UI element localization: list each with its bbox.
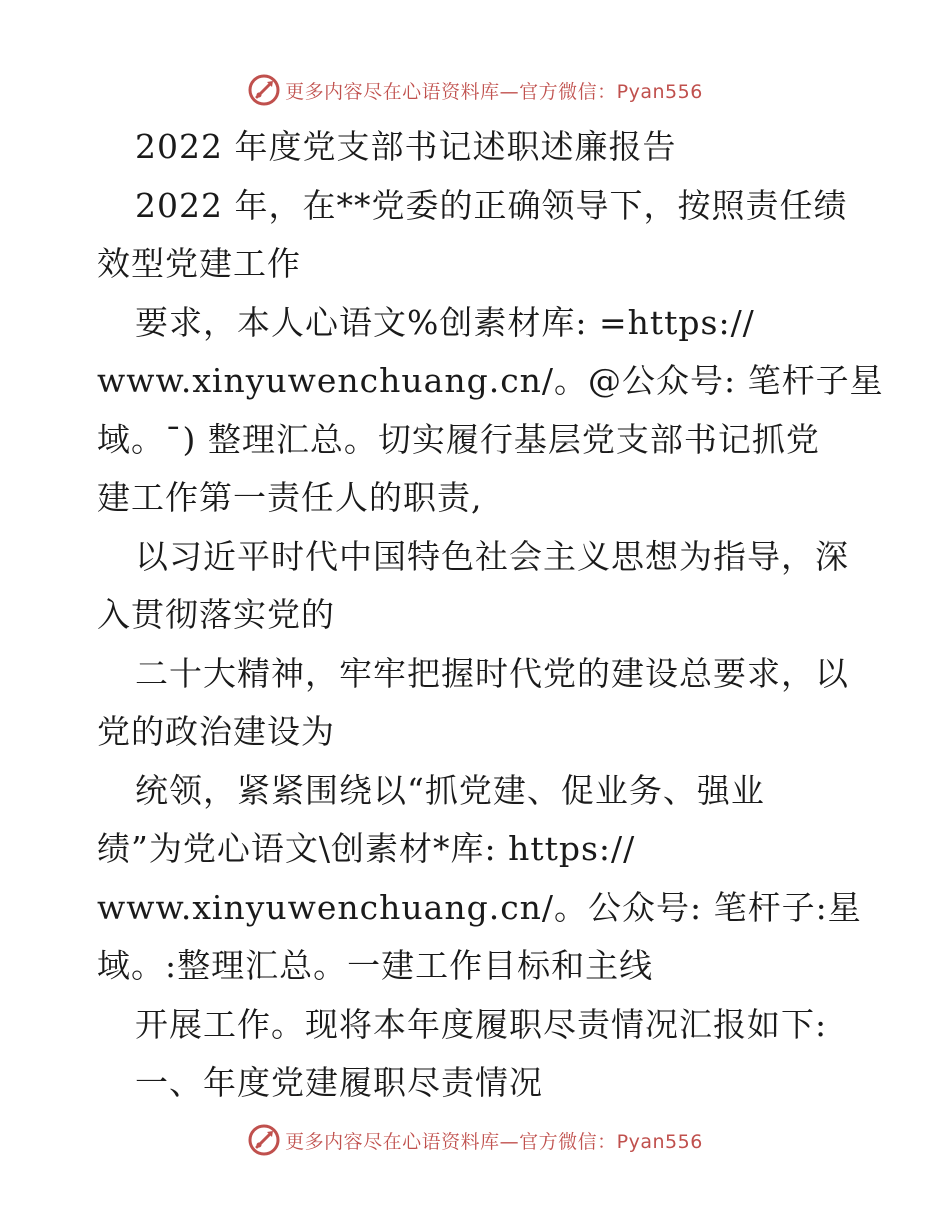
text-line: www.xinyuwenchuang.cn/。公众号: 笔杆子:星 <box>97 887 862 927</box>
banner-text: 更多内容尽在心语资料库—官方微信：Pyan556 <box>285 80 703 103</box>
brand-logo-icon <box>247 73 281 107</box>
text-line: 域。¯) 整理汇总。切实履行基层党支部书记抓党 <box>97 419 820 459</box>
text-line: 入贯彻落实党的 <box>97 595 335 634</box>
text-line: 绩”为党心语文\创素材*库: https:// <box>97 829 636 868</box>
text-line: 要求，本人心语文%创素材库: =https:// <box>135 302 755 342</box>
brand-logo-icon <box>247 1123 281 1157</box>
text-line: 统领，紧紧围绕以“抓党建、促业务、强业 <box>135 770 765 810</box>
text-line: 开展工作。现将本年度履职尽责情况汇报如下: <box>135 1004 828 1044</box>
text-line: www.xinyuwenchuang.cn/。@公众号: 笔杆子星 <box>97 361 884 400</box>
text-line: 二十大精神，牢牢把握时代党的建设总要求，以 <box>135 653 849 693</box>
text-line: 效型党建工作 <box>97 244 301 283</box>
header-watermark-banner <box>0 70 950 110</box>
text-line: 以习近平时代中国特色社会主义思想为指导，深 <box>135 536 849 576</box>
section-heading: 一、年度党建履职尽责情况 <box>135 1063 543 1102</box>
footer-watermark-banner <box>0 1120 950 1160</box>
banner-text: 更多内容尽在心语资料库—官方微信：Pyan556 <box>285 1130 703 1153</box>
text-line: 域。:整理汇总。一建工作目标和主线 <box>97 946 654 985</box>
text-line: 党的政治建设为 <box>97 712 335 751</box>
document-body <box>97 118 884 1113</box>
document-title: 2022 年度党支部书记述职述廉报告 <box>135 127 677 166</box>
text-line: 2022 年，在**党委的正确领导下，按照责任绩 <box>135 185 848 225</box>
text-line: 建工作第一责任人的职责, <box>97 478 483 517</box>
